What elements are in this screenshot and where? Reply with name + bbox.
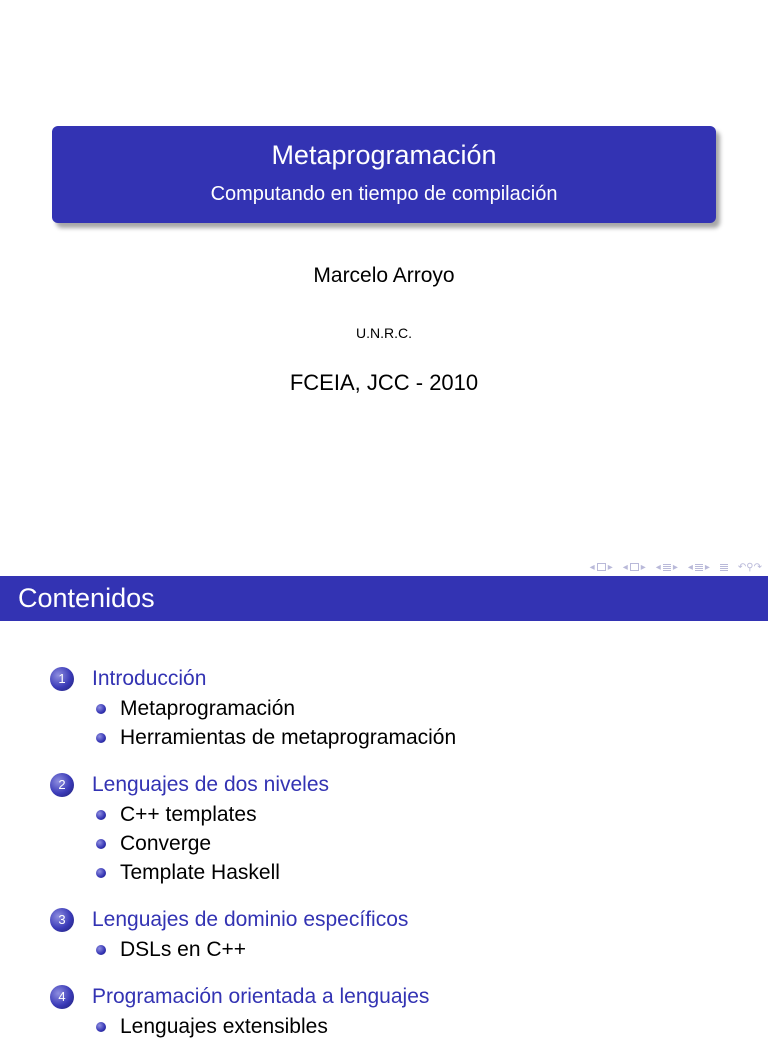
toc-subsection-item[interactable]: [96, 935, 750, 964]
nav-subsection-icon[interactable]: ◂ ▸: [655, 561, 678, 573]
toc-section-heading[interactable]: [50, 664, 750, 694]
contents-slide: [0, 576, 768, 1038]
bullet-icon: [96, 810, 106, 820]
nav-slide-icon[interactable]: ◂ ▸: [589, 561, 613, 573]
bullet-icon: [96, 733, 106, 743]
toc-section: [50, 664, 750, 752]
bullet-icon: [96, 839, 106, 849]
toc-section: [50, 982, 750, 1041]
toc-section-heading[interactable]: [50, 982, 750, 1012]
bullet-icon: [96, 945, 106, 955]
frame-title: Contenidos: [0, 576, 768, 621]
toc-subsection-item[interactable]: [96, 694, 750, 723]
toc-section-title[interactable]: Lenguajes de dominio específicos: [92, 908, 409, 931]
navigation-bar: [584, 560, 762, 574]
toc-section-title[interactable]: Programación orientada a lenguajes: [92, 985, 430, 1008]
toc-subsection-item[interactable]: [96, 858, 750, 887]
toc-subsection-label: Lenguajes extensibles: [120, 1014, 328, 1038]
section-number-ball-icon: 1: [50, 667, 74, 691]
toc-subsection-label: DSLs en C++: [120, 937, 247, 961]
presentation-title: Metaprogramación: [271, 140, 497, 170]
bullet-icon: [96, 868, 106, 878]
toc-subsection-label: Converge: [120, 831, 212, 855]
toc-subsection-label: Herramientas de metaprogramación: [120, 725, 457, 749]
institute: U.N.R.C.: [356, 325, 412, 341]
section-number-ball-icon: 2: [50, 773, 74, 797]
section-number-ball-icon: 4: [50, 985, 74, 1009]
toc-subsection-item[interactable]: [96, 800, 750, 829]
bullet-icon: [96, 704, 106, 714]
nav-search-icon[interactable]: ↶⚲↷: [737, 561, 762, 573]
toc-subsection-label: C++ templates: [120, 802, 257, 826]
nav-section-icon[interactable]: ◂ ▸: [687, 561, 710, 573]
toc-section: [50, 905, 750, 964]
toc-section: [50, 770, 750, 887]
toc-section-heading[interactable]: [50, 905, 750, 935]
toc-section-title[interactable]: Lenguajes de dos niveles: [92, 773, 330, 796]
nav-frame-icon[interactable]: ◂ ▸: [622, 561, 646, 573]
toc-subsection-label: Template Haskell: [120, 860, 280, 884]
toc-subsection-item[interactable]: [96, 829, 750, 858]
table-of-contents: [50, 664, 750, 1059]
bullet-icon: [96, 1022, 106, 1032]
toc-subsection-item[interactable]: [96, 723, 750, 752]
toc-section-title[interactable]: Introducción: [92, 667, 207, 690]
toc-subsection-label: Metaprogramación: [120, 696, 296, 720]
toc-subsection-item[interactable]: [96, 1012, 750, 1041]
event-date: FCEIA, JCC - 2010: [289, 370, 479, 395]
nav-doc-icon[interactable]: [720, 564, 728, 571]
title-block: [52, 126, 716, 223]
presentation-subtitle: Computando en tiempo de compilación: [210, 183, 558, 205]
author-name: Marcelo Arroyo: [313, 264, 455, 287]
section-number-ball-icon: 3: [50, 908, 74, 932]
toc-section-heading[interactable]: [50, 770, 750, 800]
